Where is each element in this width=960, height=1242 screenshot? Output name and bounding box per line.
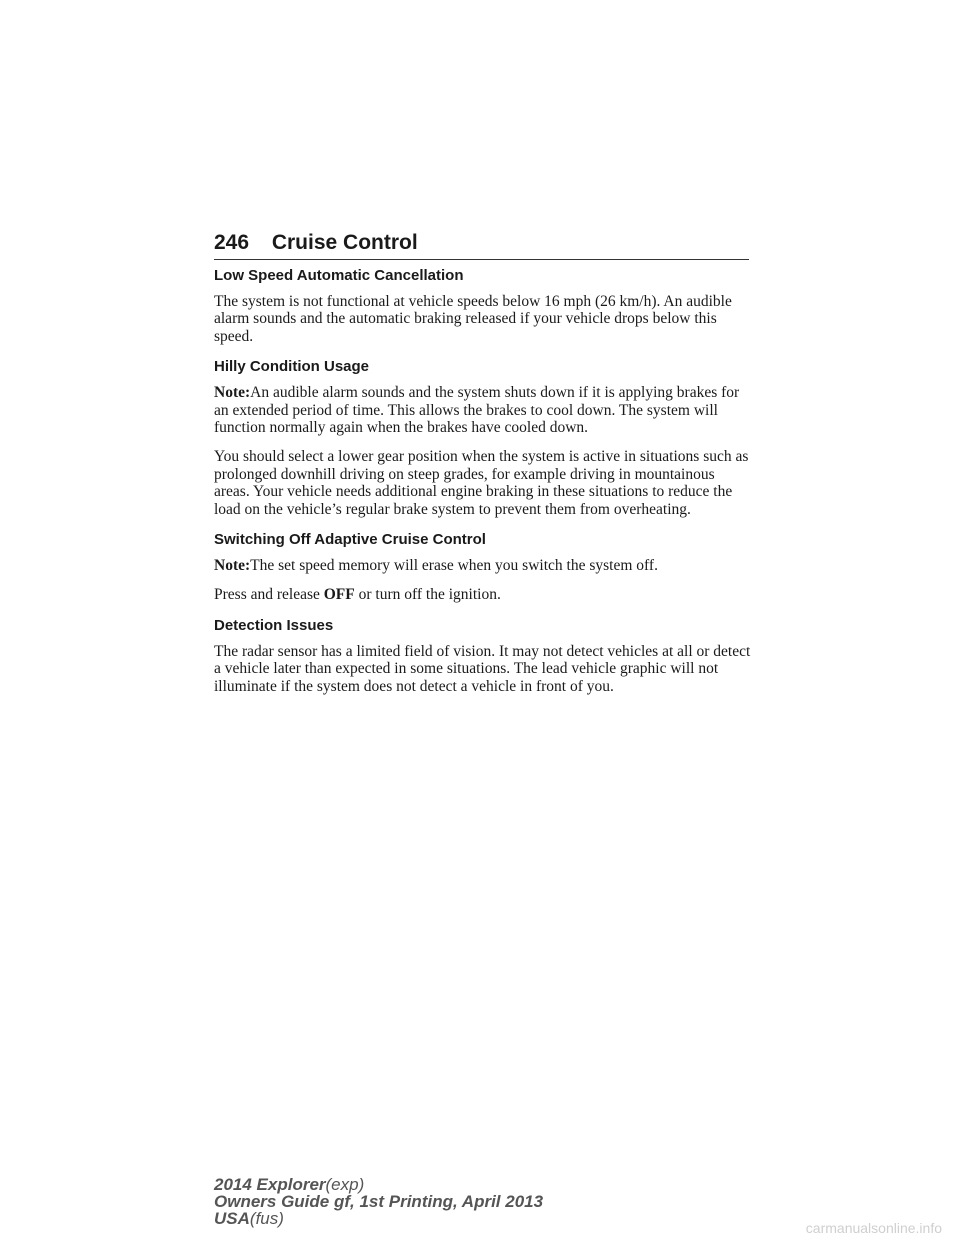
footer-model-code: (exp): [325, 1175, 365, 1194]
section-heading-detection: Detection Issues: [214, 616, 334, 634]
note-text: The set speed memory will erase when you switch the system off.: [250, 557, 658, 575]
note-text: An audible alarm sounds and the system shuts down if it is applying brakes for an extended period of time. This allows the brakes to cool down. The system will function normally again when the brakes have cooled down.: [214, 384, 740, 437]
footer-line-model: [214, 1176, 543, 1193]
section-heading-low-speed: Low Speed Automatic Cancellation: [214, 267, 464, 284]
footer-line-market: [214, 1210, 543, 1227]
paragraph-text: The system is not functional at vehicle speeds below 16 mph (26 km/h). An audible alarm sounds and the automatic braking released if your vehicle drops below this speed.: [214, 293, 732, 345]
note-hilly: [214, 384, 754, 436]
paragraph-text: You should select a lower gear position when the system is active in situations such as prolonged downhill driving on steep grades, for example driving in mountainous areas. Your vehicle needs additional engine braking in these situations to reduce the load on the vehicle’s regular brake system to prevent them from overheating.: [214, 448, 749, 518]
paragraph-text-after: or turn off the ignition.: [354, 586, 501, 604]
footer-market-code: (fus): [249, 1209, 284, 1228]
paragraph-low-speed: [214, 293, 754, 345]
page-content: [214, 266, 754, 707]
footer-model: 2014 Explorer: [214, 1175, 326, 1194]
paragraph-text-before: Press and release: [214, 586, 324, 604]
note-label: Note:: [214, 384, 251, 402]
page-header: [214, 229, 749, 260]
off-keyword: OFF: [323, 586, 355, 604]
paragraph-hilly: [214, 448, 754, 518]
section-heading-switching-off: Switching Off Adaptive Cruise Control: [214, 531, 486, 549]
paragraph-detection: [214, 643, 754, 695]
note-switching-off: [214, 557, 754, 574]
paragraph-switching-off: [214, 586, 754, 603]
note-label: Note:: [214, 557, 251, 575]
document-footer: [214, 1176, 543, 1227]
chapter-title: Cruise Control: [271, 231, 418, 254]
watermark: carmanualsonline.info: [805, 1220, 942, 1236]
footer-market: USA: [214, 1209, 250, 1228]
footer-line-guide: Owners Guide gf, 1st Printing, April 2013: [214, 1192, 544, 1211]
page-number: 246: [214, 231, 250, 254]
section-heading-hilly: Hilly Condition Usage: [214, 358, 370, 376]
paragraph-text: The radar sensor has a limited field of vision. It may not detect vehicles at all or detect a vehicle later than expected in some situations. The lead vehicle graphic will not illuminate if the system does not detect a vehicle in front of you.: [214, 642, 751, 695]
